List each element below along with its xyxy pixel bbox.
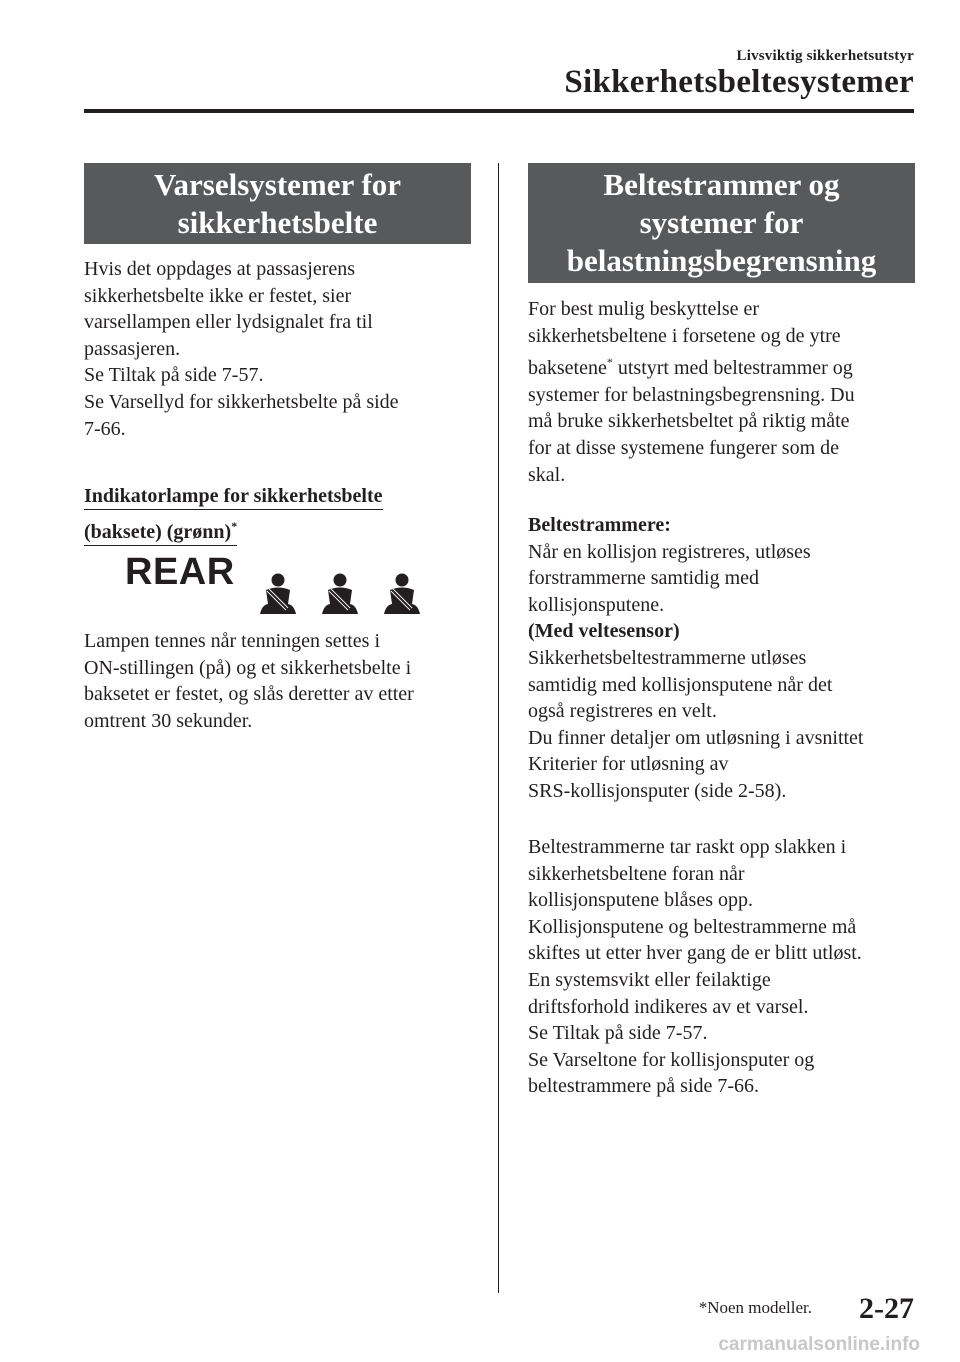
text-line: forstrammerne samtidig med — [528, 567, 760, 590]
text-line: baksetet er festet, og slås deretter av etter — [84, 683, 414, 706]
text-segment: baksetene — [528, 357, 607, 380]
text-line: driftsforhold indikeres av et varsel. — [528, 995, 809, 1018]
footnote: *Noen modeller. — [698, 1298, 812, 1317]
text-line: Se Tiltak på side 7-57. — [528, 1022, 708, 1045]
text-segment: utstyrt med beltestrammer og — [612, 357, 853, 380]
left-section-title — [84, 163, 471, 244]
title-line: sikkerhetsbelte — [177, 205, 378, 240]
header-section: Livsviktig sikkerhetsutstyr — [736, 48, 914, 64]
beltestrammere-heading: Beltestrammere: — [528, 514, 671, 536]
text-line: SRS-kollisjonsputer (side 2-58). — [528, 779, 787, 802]
text-line: skal. — [528, 463, 566, 486]
seatbelt-icon — [314, 572, 366, 618]
left-paragraph-1 — [84, 256, 399, 442]
column-divider — [498, 163, 499, 1293]
text-line: kollisjonsputene. — [528, 593, 665, 616]
text-line: omtrent 30 sekunder. — [84, 709, 253, 732]
text-line: For best mulig beskyttelse er — [528, 298, 760, 320]
text-line: Du finner detaljer om utløsning i avsnittet — [528, 726, 864, 749]
subheading-text: (baksete) (grønn) — [84, 521, 232, 543]
text-line: ON-stillingen (på) og et sikkerhetsbelte i — [84, 656, 412, 679]
text-line: Se Tiltak på side 7-57. — [84, 364, 264, 387]
text-line: samtidig med kollisjonsputene når det — [528, 673, 833, 696]
right-section-title — [528, 163, 915, 283]
text-line: beltestrammere på side 7-66. — [528, 1075, 760, 1098]
text-line: Se Varseltone for kollisjonsputer og — [528, 1048, 815, 1071]
text-line: Sikkerhetsbeltestrammerne utløses — [528, 646, 807, 669]
text-line: Lampen tennes når tenningen settes i — [84, 630, 381, 652]
text-line: Når en kollisjon registreres, utløses — [528, 540, 811, 563]
veltesensor-subheading: (Med veltesensor) — [528, 620, 680, 643]
text-line: også registreres en velt. — [528, 700, 717, 723]
footnote-mark: * — [231, 519, 238, 533]
watermark: carmanualsonline.info — [718, 1334, 920, 1355]
footnote-mark: * — [606, 355, 613, 370]
title-line: systemer for — [639, 205, 804, 240]
page-number: 2-27 — [859, 1292, 914, 1325]
text-line: for at disse systemene fungerer som de — [528, 436, 840, 459]
seatbelt-icon — [252, 572, 304, 618]
header-rule — [84, 109, 914, 113]
text-line: Se Varsellyd for sikkerhetsbelte på side — [84, 390, 399, 413]
text-line: kollisjonsputene blåses opp. — [528, 889, 753, 912]
left-paragraph-2 — [84, 628, 414, 734]
text-line: Hvis det oppdages at passasjerens — [84, 258, 356, 280]
seatbelt-icon — [376, 572, 428, 618]
text-line: skiftes ut etter hver gang de er blitt utløst. — [528, 942, 862, 965]
header-chapter: Sikkerhetsbeltesystemer — [564, 64, 914, 100]
text-line: Beltestrammerne tar raskt opp slakken i — [528, 836, 847, 858]
right-paragraph-1 — [528, 296, 855, 488]
indicator-subheading-line1: Indikatorlampe for sikkerhetsbelte — [84, 484, 383, 510]
indicator-subheading-line2 — [84, 514, 237, 546]
text-line: 7-66. — [84, 417, 126, 440]
text-line: sikkerhetsbeltene i forsetene og de ytre — [528, 324, 841, 347]
rear-indicator-text: REAR — [125, 551, 235, 593]
right-paragraph-2 — [528, 512, 864, 805]
text-line: sikkerhetsbeltene foran når — [528, 862, 745, 885]
title-line: Beltestrammer og — [603, 167, 840, 202]
title-line: belastningsbegrensning — [566, 243, 877, 278]
text-line: systemer for belastningsbegrensning. Du — [528, 383, 855, 406]
title-line: Varselsystemer for — [153, 167, 402, 202]
text-line: Kollisjonsputene og beltestrammerne må — [528, 915, 857, 938]
text-line: Kriterier for utløsning av — [528, 753, 729, 776]
text-line: varsellampen eller lydsignalet fra til — [84, 311, 373, 334]
text-line: En systemsvikt eller feilaktige — [528, 968, 771, 991]
right-paragraph-3 — [528, 834, 862, 1100]
text-line: må bruke sikkerhetsbeltet på riktig måte — [528, 410, 850, 433]
text-line: sikkerhetsbelte ikke er festet, sier — [84, 284, 352, 307]
text-line: passasjeren. — [84, 337, 181, 360]
text-line — [528, 349, 855, 382]
